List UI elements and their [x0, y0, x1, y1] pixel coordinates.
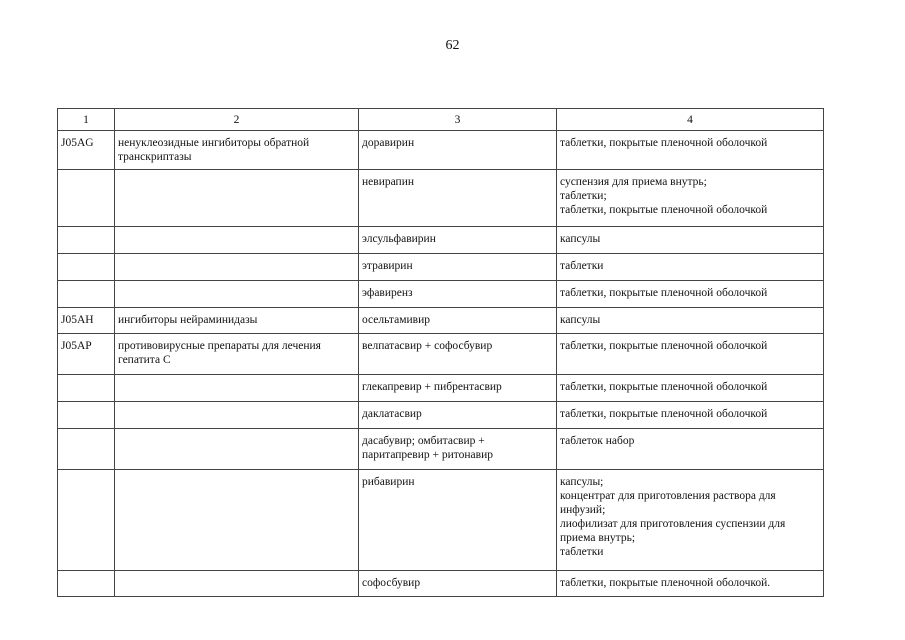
atc-code-cell	[58, 470, 115, 571]
drug-name-cell	[359, 227, 557, 254]
drug-name-line: паритапревир + ритонавир	[362, 449, 493, 461]
table-body	[58, 131, 824, 597]
dosage-form-line: таблеток набор	[560, 435, 635, 447]
dosage-form-cell	[557, 170, 824, 227]
drug-name-line: элсульфавирин	[362, 233, 436, 245]
pharmacological-group-cell	[115, 571, 359, 597]
column-header: 4	[557, 109, 824, 131]
drug-name-cell	[359, 571, 557, 597]
dosage-form-line: капсулы	[560, 233, 601, 245]
dosage-form-cell	[557, 131, 824, 170]
dosage-form-line: инфузий;	[560, 504, 606, 516]
dosage-form-cell	[557, 429, 824, 470]
column-header: 3	[359, 109, 557, 131]
dosage-form-cell	[557, 571, 824, 597]
atc-code-cell	[58, 402, 115, 429]
table-row	[58, 429, 824, 470]
drug-name-cell	[359, 254, 557, 281]
pharmacological-group-cell	[115, 170, 359, 227]
drug-name-cell	[359, 429, 557, 470]
table-row	[58, 375, 824, 402]
pharmacological-group-cell: противовирусные препараты для лечения гепатита С	[115, 334, 359, 375]
atc-code-cell	[58, 281, 115, 308]
dosage-form-cell	[557, 334, 824, 375]
atc-code-cell: J05AH	[58, 308, 115, 334]
drug-name-line: рибавирин	[362, 476, 415, 488]
dosage-form-cell	[557, 402, 824, 429]
pharmacological-group-cell	[115, 429, 359, 470]
drug-name-line: невирапин	[362, 176, 415, 188]
drug-name-line: этравирин	[362, 260, 413, 272]
dosage-form-cell	[557, 254, 824, 281]
dosage-form-cell	[557, 470, 824, 571]
pharmacological-group-cell	[115, 402, 359, 429]
pharmacological-group-cell	[115, 281, 359, 308]
pharmacological-group-cell	[115, 254, 359, 281]
drug-name-cell	[359, 308, 557, 334]
atc-code-cell	[58, 170, 115, 227]
drug-name-line: софосбувир	[362, 577, 421, 589]
table-row	[58, 227, 824, 254]
table-row	[58, 308, 824, 334]
dosage-form-line: суспензия для приема внутрь;	[560, 176, 707, 188]
pharmacological-group-cell: ингибиторы нейраминидазы	[115, 308, 359, 334]
dosage-form-line: приема внутрь;	[560, 532, 636, 544]
dosage-form-cell	[557, 281, 824, 308]
dosage-form-line: таблетки;	[560, 190, 607, 202]
column-header: 2	[115, 109, 359, 131]
dosage-form-cell	[557, 308, 824, 334]
drug-name-line: эфавиренз	[362, 287, 413, 299]
table-row	[58, 254, 824, 281]
drug-name-cell	[359, 131, 557, 170]
column-header: 1	[58, 109, 115, 131]
drug-name-cell	[359, 470, 557, 571]
dosage-form-line: таблетки, покрытые пленочной оболочкой	[560, 287, 768, 299]
drug-name-line: осельтамивир	[362, 314, 430, 326]
table-row	[58, 402, 824, 429]
dosage-form-line: концентрат для приготовления раствора для	[560, 490, 776, 502]
page-number: 62	[445, 38, 460, 53]
atc-code-cell	[58, 227, 115, 254]
atc-code-cell	[58, 375, 115, 402]
drug-name-line: глекапревир + пибрентасвир	[362, 381, 502, 393]
table-row	[58, 281, 824, 308]
atc-code-cell	[58, 571, 115, 597]
atc-code-cell: J05AG	[58, 131, 115, 170]
table-row	[58, 170, 824, 227]
drug-name-cell	[359, 281, 557, 308]
table-header-row	[58, 109, 824, 131]
atc-code-cell: J05AP	[58, 334, 115, 375]
drug-name-cell	[359, 375, 557, 402]
dosage-form-line: капсулы	[560, 314, 601, 326]
table-row	[58, 334, 824, 375]
dosage-form-line: таблетки, покрытые пленочной оболочкой	[560, 408, 768, 420]
dosage-form-cell	[557, 375, 824, 402]
drug-name-line: даклатасвир	[362, 408, 422, 420]
drug-name-cell	[359, 170, 557, 227]
table-row	[58, 131, 824, 170]
pharmacological-group-cell: ненуклеозидные ингибиторы обратной транскриптазы	[115, 131, 359, 170]
dosage-form-line: лиофилизат для приготовления суспензии для	[560, 518, 786, 530]
dosage-form-line: капсулы;	[560, 476, 604, 488]
drug-name-line: доравирин	[362, 137, 415, 149]
drug-name-line: велпатасвир + софосбувир	[362, 340, 493, 352]
dosage-form-line: таблетки, покрытые пленочной оболочкой	[560, 204, 768, 216]
drug-name-line: дасабувир; омбитасвир +	[362, 435, 485, 447]
table-row	[58, 470, 824, 571]
dosage-form-line: таблетки, покрытые пленочной оболочкой	[560, 340, 768, 352]
pharmacological-group-cell	[115, 375, 359, 402]
table-row	[58, 571, 824, 597]
dosage-form-cell	[557, 227, 824, 254]
dosage-form-line: таблетки	[560, 546, 604, 558]
atc-code-cell	[58, 429, 115, 470]
drug-name-cell	[359, 402, 557, 429]
pharmacological-group-cell	[115, 227, 359, 254]
dosage-form-line: таблетки, покрытые пленочной оболочкой	[560, 381, 768, 393]
atc-code-cell	[58, 254, 115, 281]
pharmacological-group-cell	[115, 470, 359, 571]
dosage-form-line: таблетки, покрытые пленочной оболочкой.	[560, 577, 771, 589]
dosage-form-line: таблетки, покрытые пленочной оболочкой	[560, 137, 768, 149]
drug-name-cell	[359, 334, 557, 375]
dosage-form-line: таблетки	[560, 260, 604, 272]
drug-table	[57, 108, 824, 597]
